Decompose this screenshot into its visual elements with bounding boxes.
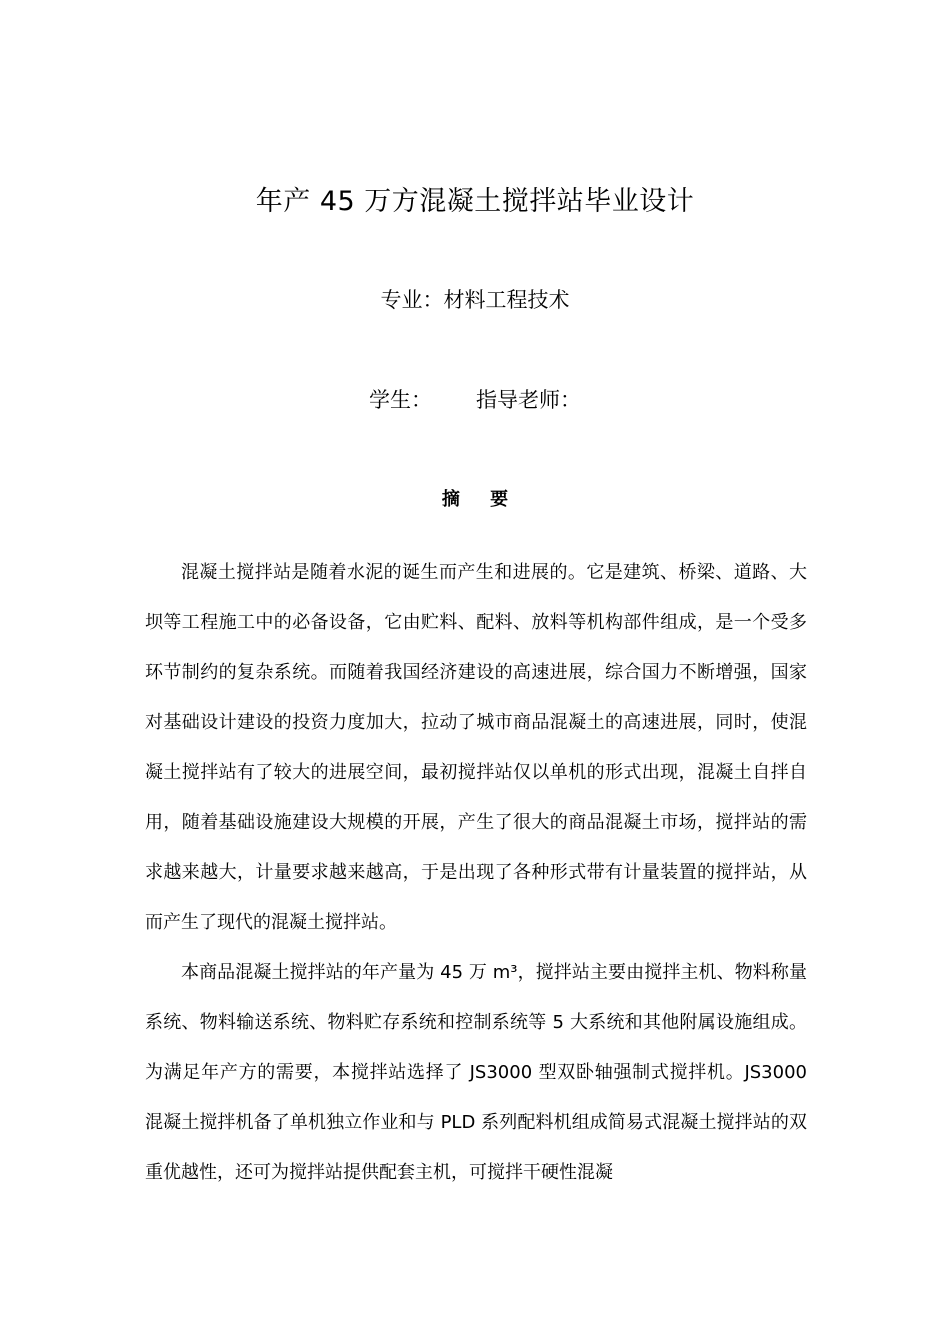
advisor-label: 指导老师： [476, 388, 581, 412]
people-line [0, 385, 950, 415]
abstract-body [145, 548, 807, 1198]
student-label: 学生： [369, 388, 432, 412]
document-title: 年产 45 万方混凝土搅拌站毕业设计 [255, 186, 695, 217]
abstract-heading: 摘 要 [441, 489, 521, 510]
paragraph: 本商品混凝土搅拌站的年产量为 45 万 m³，搅拌站主要由搅拌主机、物料称量系统、物料输送系统、物料贮存系统和控制系统等 5 大系统和其他附属设施组成。为满足年产方的需要，本搅拌站选择了 JS3000 型双卧轴强制式搅拌机。JS3000 混凝土搅拌机备了单机独立作业和与 PLD 系列配料机组成简易式混凝土搅拌站的双重优越性，还可为搅拌站提供配套主机，可搅拌干硬性混凝 [145, 962, 807, 1183]
paragraph: 混凝土搅拌站是随着水泥的诞生而产生和进展的。它是建筑、桥梁、道路、大坝等工程施工中的必备设备，它由贮料、配料、放料等机构部件组成，是一个受多环节制约的复杂系统。而随着我国经济建设的高速进展，综合国力不断增强，国家对基础设计建设的投资力度加大，拉动了城市商品混凝土的高速进展，同时，使混凝土搅拌站有了较大的进展空间，最初搅拌站仅以单机的形式出现，混凝土自拌自用，随着基础设施建设大规模的开展，产生了很大的商品混凝土市场，搅拌站的需求越来越大，计量要求越来越高，于是出现了各种形式带有计量装置的搅拌站，从而产生了现代的混凝土搅拌站。 [145, 562, 807, 933]
major-line: 专业：材料工程技术 [380, 288, 570, 312]
